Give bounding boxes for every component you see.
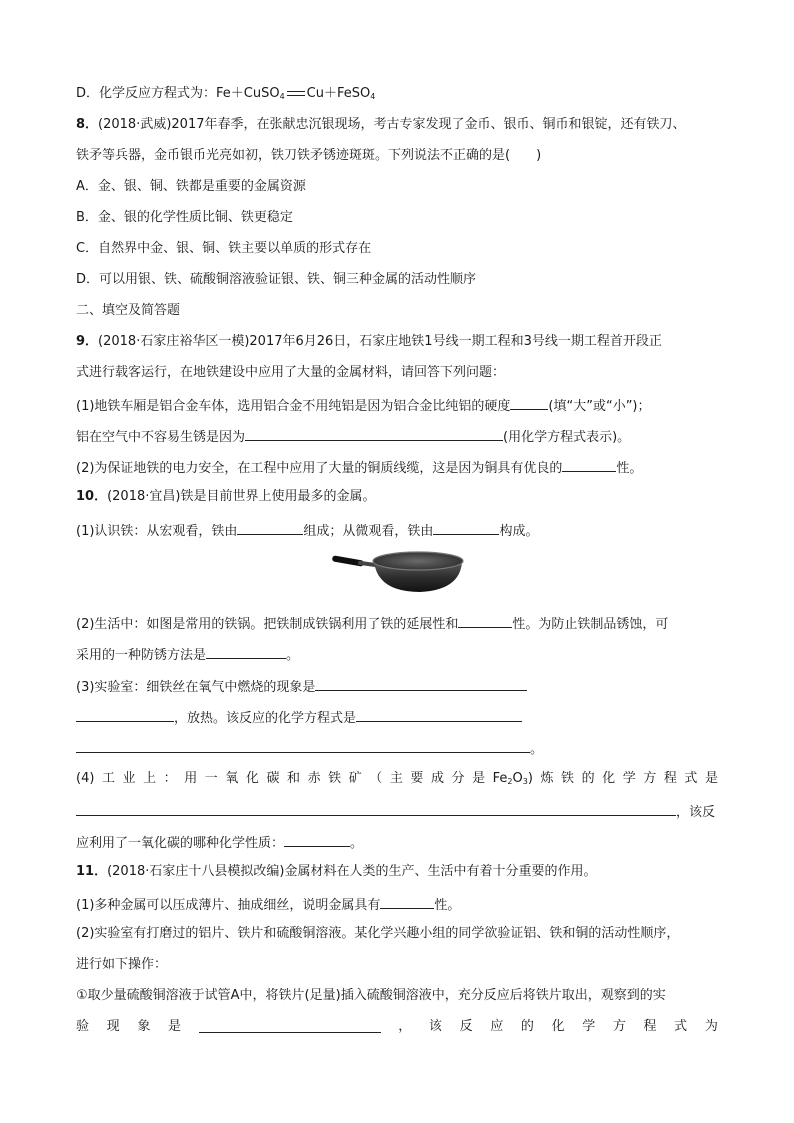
text: 炼 bbox=[540, 771, 554, 786]
text: ， bbox=[398, 1019, 412, 1034]
question-number: 8． bbox=[76, 117, 99, 132]
text: 要 bbox=[410, 771, 424, 786]
text: 上 bbox=[143, 771, 157, 786]
equals-sign-icon bbox=[285, 89, 307, 99]
question-10-part-2 bbox=[76, 614, 668, 633]
text: 组成；从微观看，铁由 bbox=[303, 524, 434, 539]
text: (2018·石家庄十八县模拟改编)金属材料在人类的生产、生活中有着十分重要的作用。 bbox=[107, 864, 597, 879]
text: Fe bbox=[492, 771, 508, 786]
subscript: 3 bbox=[522, 777, 528, 786]
text: (2)生活中：如图是常用的铁锅。把铁制成铁锅利用了铁的延展性和 bbox=[76, 617, 459, 632]
question-10-part-4-cont bbox=[76, 802, 715, 821]
question-11-part-2: (2)实验室有打磨过的铝片、铁片和硫酸铜溶液。某化学兴趣小组的同学欲验证铝、铁和铜的活动性顺序， bbox=[76, 926, 680, 941]
question-8-option-d: D．可以用银、铁、硫酸铜溶液验证银、铁、铜三种金属的活动性顺序 bbox=[76, 272, 477, 287]
answer-blank[interactable] bbox=[380, 895, 434, 909]
text: 性。为防止铁制品锈蚀，可 bbox=[512, 617, 669, 632]
text: (2018·宜昌)铁是目前世界上使用最多的金属。 bbox=[107, 489, 376, 504]
text: 式 bbox=[674, 1019, 688, 1034]
subscript: 4 bbox=[370, 92, 376, 101]
answer-blank[interactable] bbox=[433, 521, 499, 535]
question-8-option-b: B．金、银的化学性质比铜、铁更稳定 bbox=[76, 210, 293, 225]
text: 方 bbox=[612, 1019, 626, 1034]
text: O bbox=[512, 771, 523, 786]
text: 分 bbox=[451, 771, 465, 786]
text: D．化学反应方程式为：Fe＋CuSO bbox=[76, 86, 280, 101]
text: 用 bbox=[184, 771, 198, 786]
text: 式 bbox=[684, 771, 698, 786]
text: 构成。 bbox=[499, 524, 539, 539]
question-10-part-3-cont bbox=[76, 708, 522, 727]
text: 象 bbox=[137, 1019, 151, 1034]
question-8-line-2: 铁矛等兵器，金币银币光亮如初，铁刀铁矛锈迹斑斑。下列说法不正确的是( ) bbox=[76, 148, 542, 163]
text: ，放热。该反应的化学方程式是 bbox=[174, 711, 357, 726]
text: (1)认识铁：从宏观看，铁由 bbox=[76, 524, 238, 539]
question-9-part-1-cont bbox=[76, 427, 630, 446]
text: Cu＋FeSO bbox=[306, 86, 371, 101]
question-9-part-1 bbox=[76, 396, 651, 415]
text: 和 bbox=[287, 771, 301, 786]
answer-blank[interactable] bbox=[510, 396, 548, 410]
question-10-part-4-end bbox=[76, 833, 363, 852]
text: 是 bbox=[472, 771, 486, 786]
text: 应 bbox=[490, 1019, 504, 1034]
text: (2018·石家庄裕华区一模)2017年6月26日，石家庄地铁1号线一期工程和3号线一期工程首开段正 bbox=[98, 334, 662, 349]
answer-blank[interactable] bbox=[458, 614, 512, 628]
text: 碳 bbox=[266, 771, 280, 786]
option-d-previous bbox=[76, 86, 375, 102]
question-11-part-2-cont: 进行如下操作： bbox=[76, 957, 168, 972]
question-9-part-2 bbox=[76, 458, 642, 477]
question-number: 11． bbox=[76, 864, 108, 879]
question-8-line-1 bbox=[76, 117, 686, 133]
answer-blank[interactable] bbox=[199, 1019, 381, 1033]
question-9-line-2: 式进行载客运行，在地铁建设中应用了大量的金属材料，请回答下列问题： bbox=[76, 365, 506, 380]
answer-blank[interactable] bbox=[76, 802, 676, 816]
text: 是 bbox=[167, 1019, 181, 1034]
text: 反 bbox=[459, 1019, 473, 1034]
text: 。 bbox=[350, 836, 364, 851]
question-11-step-1-cont bbox=[76, 1019, 718, 1035]
text: 学 bbox=[582, 1019, 596, 1034]
text: 铝在空气中不容易生锈是因为 bbox=[76, 430, 246, 445]
text: (1)地铁车厢是铝合金车体，选用铝合金不用纯铝是因为铝合金比纯铝的硬度 bbox=[76, 399, 511, 414]
question-11-line-1 bbox=[76, 864, 596, 880]
question-10-part-3 bbox=[76, 677, 527, 696]
text: 化 bbox=[602, 771, 616, 786]
answer-blank[interactable] bbox=[76, 708, 174, 722]
text: ) bbox=[527, 771, 533, 786]
text: 铁 bbox=[328, 771, 342, 786]
text: 是 bbox=[704, 771, 718, 786]
question-9-line-1 bbox=[76, 334, 662, 350]
text: 。 bbox=[286, 648, 300, 663]
text: 性。 bbox=[616, 461, 643, 476]
question-10-part-1 bbox=[76, 521, 538, 540]
text: 采用的一种防锈方法是 bbox=[76, 648, 207, 663]
text: 。 bbox=[530, 742, 544, 757]
text: (填“大”或“小”)； bbox=[548, 399, 651, 414]
text: 化 bbox=[245, 771, 259, 786]
question-11-part-1 bbox=[76, 895, 460, 914]
question-10-part-2-cont bbox=[76, 645, 299, 664]
text: 性。 bbox=[434, 898, 461, 913]
question-11-step-1: ①取少量硫酸铜溶液于试管A中，将铁片(足量)插入硫酸铜溶液中，充分反应后将铁片取出，观察到的实 bbox=[76, 988, 666, 1003]
answer-blank[interactable] bbox=[245, 427, 503, 441]
text: (1)多种金属可以压成薄片、抽成细丝，说明金属具有 bbox=[76, 898, 381, 913]
text: 矿 bbox=[348, 771, 362, 786]
text: 的 bbox=[581, 771, 595, 786]
text: 学 bbox=[622, 771, 636, 786]
question-number: 10． bbox=[76, 489, 108, 504]
text: (2)为保证地铁的电力安全，在工程中应用了大量的铜质线缆，这是因为铜具有优良的 bbox=[76, 461, 563, 476]
text: 程 bbox=[663, 771, 677, 786]
answer-blank[interactable] bbox=[284, 833, 350, 847]
text: (用化学方程式表示)。 bbox=[503, 430, 631, 445]
answer-blank[interactable] bbox=[76, 739, 530, 753]
text: 一 bbox=[204, 771, 218, 786]
question-number: 9． bbox=[76, 334, 99, 349]
text: 氧 bbox=[225, 771, 239, 786]
answer-blank[interactable] bbox=[206, 645, 286, 659]
text: 为 bbox=[704, 1019, 718, 1034]
text: ： bbox=[163, 771, 177, 786]
question-8-option-a: A．金、银、铜、铁都是重要的金属资源 bbox=[76, 179, 306, 194]
iron-wok-icon bbox=[330, 546, 464, 594]
text: 程 bbox=[643, 1019, 657, 1034]
question-10-part-3-end bbox=[76, 739, 543, 758]
subscript: 2 bbox=[507, 777, 513, 786]
answer-blank[interactable] bbox=[315, 677, 527, 691]
text: 现 bbox=[106, 1019, 120, 1034]
text: (3)实验室：细铁丝在氧气中燃烧的现象是 bbox=[76, 680, 316, 695]
text: 化 bbox=[551, 1019, 565, 1034]
subscript: 4 bbox=[279, 92, 285, 101]
text: 成 bbox=[430, 771, 444, 786]
section-heading: 二、填空及简答题 bbox=[76, 303, 181, 318]
question-8-option-c: C．自然界中金、银、铜、铁主要以单质的形式存在 bbox=[76, 241, 372, 256]
text: (2018·武威)2017年春季，在张献忠沉银现场，考古专家发现了金币、银币、铜币和银锭，还有铁刀、 bbox=[98, 117, 686, 132]
text: 铁 bbox=[561, 771, 575, 786]
answer-blank[interactable] bbox=[562, 458, 616, 472]
text: 的 bbox=[520, 1019, 534, 1034]
text: 工 bbox=[101, 771, 115, 786]
text: 赤 bbox=[307, 771, 321, 786]
text: （ bbox=[369, 771, 383, 786]
question-10-line-1 bbox=[76, 489, 375, 505]
text: (4) bbox=[76, 771, 95, 786]
text: 方 bbox=[643, 771, 657, 786]
text: 主 bbox=[389, 771, 403, 786]
text: 应利用了一氧化碳的哪种化学性质： bbox=[76, 836, 285, 851]
question-10-part-4 bbox=[76, 771, 718, 787]
text: ，该反 bbox=[676, 805, 716, 820]
answer-blank[interactable] bbox=[356, 708, 522, 722]
formula bbox=[493, 771, 533, 787]
answer-blank[interactable] bbox=[237, 521, 303, 535]
text: 该 bbox=[428, 1019, 442, 1034]
text: 验 bbox=[76, 1019, 90, 1034]
text: 业 bbox=[122, 771, 136, 786]
